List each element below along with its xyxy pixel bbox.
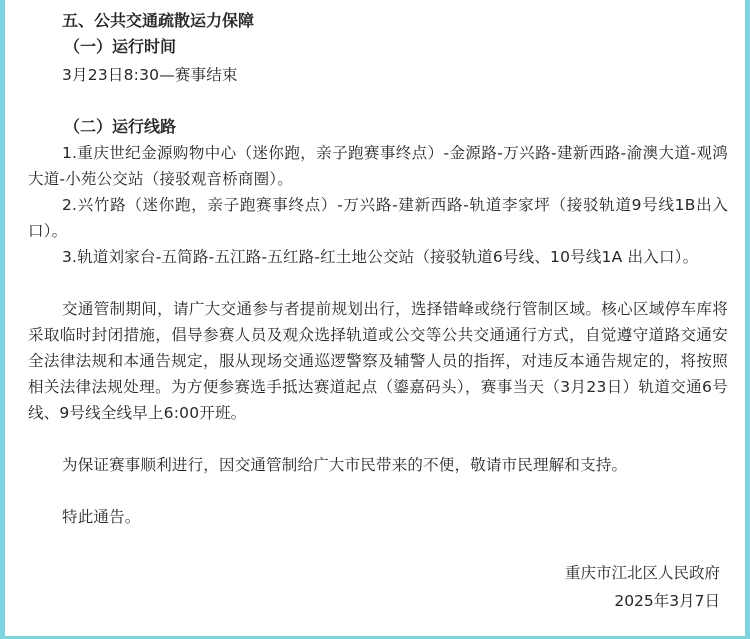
left-frame-border [0, 0, 5, 639]
apology-paragraph: 为保证赛事顺利进行，因交通管制给广大市民带来的不便，敬请市民理解和支持。 [62, 456, 628, 474]
route-item-1: 1.重庆世纪金源购物中心（迷你跑，亲子跑赛事终点）-金源路-万兴路-建新西路-渝澳大道-观鸿大道-小苑公交站（接驳观音桥商圈）。 [28, 144, 728, 188]
section-title: 五、公共交通疏散运力保障 [62, 11, 255, 30]
traffic-control-paragraph: 交通管制期间，请广大交通参与者提前规划出行，选择错峰或绕行管制区域。核心区域停车库将采取临时封闭措施，倡导参赛人员及观众选择轨道或公交等公共交通通行方式，自觉遵守道路交通安全法律法规和本通告规定，服从现场交通巡逻警察及辅警人员的指挥，对违反本通告规定的，将按照相关法律法规处理。为方便参赛选手抵达赛道起点（鎏嘉码头），赛事当天（3月23日）轨道交通6号线、9号线全线早上6:00开班。 [28, 300, 728, 422]
issue-date: 2025年3月7日 [614, 592, 720, 610]
operating-time-text: 3月23日8:30—赛事结束 [62, 66, 238, 84]
route-item-2: 2.兴竹路（迷你跑，亲子跑赛事终点）-万兴路-建新西路-轨道李家坪（接驳轨道9号线1B出入口）。 [28, 196, 728, 240]
notice-document [28, 8, 728, 530]
subsection-time-heading: （一）运行时间 [64, 37, 177, 56]
subsection-routes-heading: （二）运行线路 [64, 117, 177, 136]
right-frame-border [745, 0, 750, 639]
issuer-name: 重庆市江北区人民政府 [564, 564, 720, 582]
route-item-3: 3.轨道刘家台-五简路-五江路-五红路-红土地公交站（接驳轨道6号线、10号线1A 出入口）。 [62, 248, 699, 266]
closing-line: 特此通告。 [62, 508, 141, 526]
